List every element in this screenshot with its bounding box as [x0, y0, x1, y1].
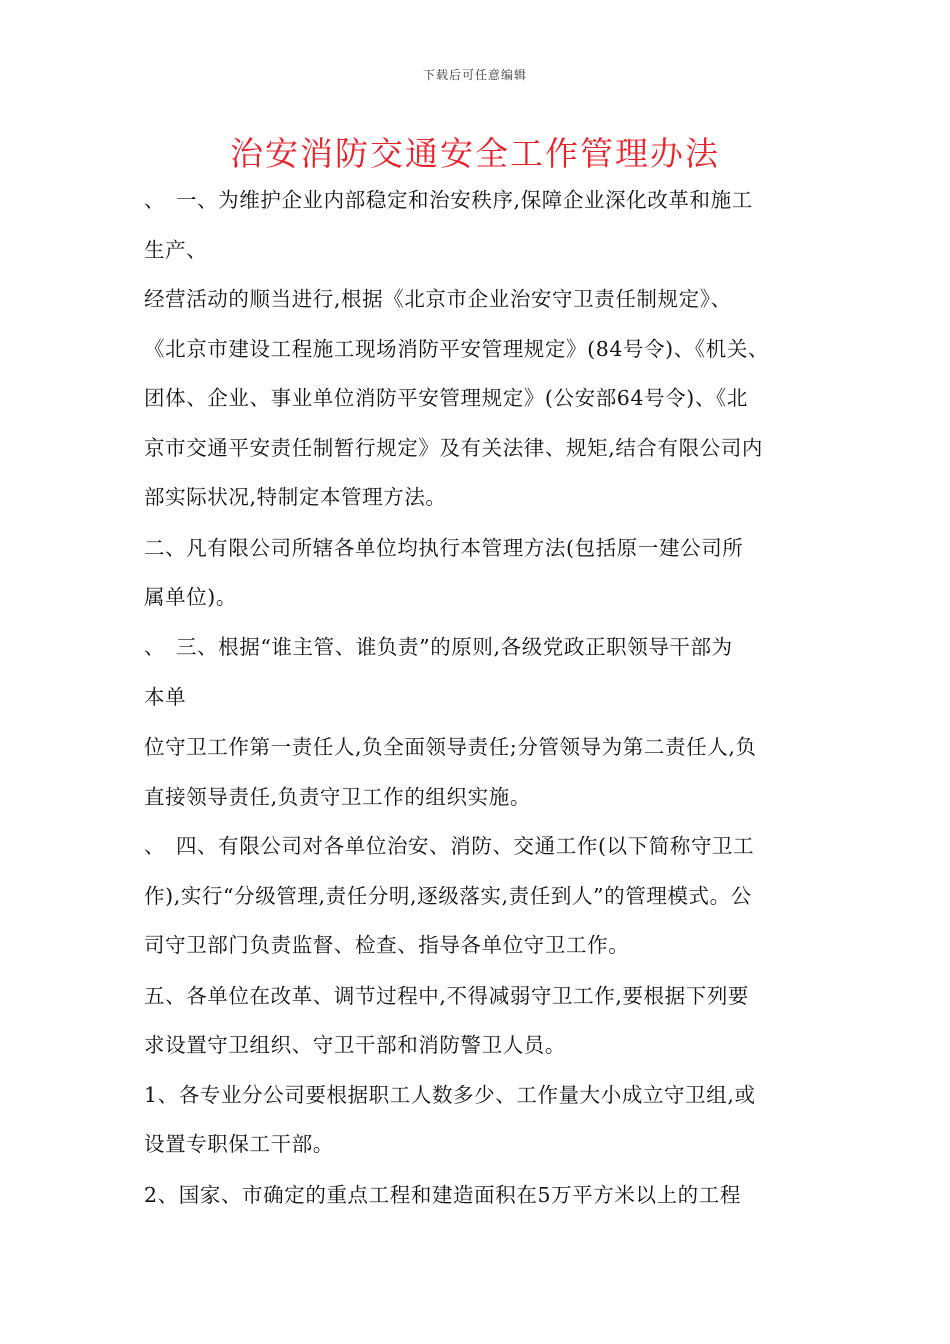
body-line: 部实际状况,特制定本管理方法。	[144, 485, 447, 509]
body-line: 本单	[144, 685, 187, 709]
body-line: 、 一、为维护企业内部稳定和治安秩序,保障企业深化改革和施工	[144, 188, 753, 212]
body-line: 作),实行“分级管理,责任分明,逐级落实,责任到人”的管理模式。公	[144, 884, 752, 908]
body-line: 求设置守卫组织、守卫干部和消防警卫人员。	[144, 1033, 566, 1057]
body-line: 经营活动的顺当进行,根据《北京市企业治安守卫责任制规定》、	[144, 287, 732, 311]
body-line: 属单位)。	[144, 585, 237, 609]
body-line: 生产、	[144, 238, 208, 262]
body-line: 京市交通平安责任制暂行规定》及有关法律、规矩,结合有限公司内	[144, 436, 764, 460]
body-line: 2、国家、市确定的重点工程和建造面积在5万平方米以上的工程	[144, 1183, 741, 1207]
body-line: 位守卫工作第一责任人,负全面领导责任;分管领导为第二责任人,负	[144, 735, 757, 759]
body-line: 司守卫部门负责监督、检查、指导各单位守卫工作。	[144, 933, 630, 957]
body-line: 《北京市建设工程施工现场消防平安管理规定》(84号令)、《机关、	[144, 337, 770, 361]
body-line: 1、各专业分公司要根据职工人数多少、工作量大小成立守卫组,或	[144, 1083, 756, 1107]
header-note: 下载后可任意编辑	[422, 68, 527, 82]
body-line: 、 四、有限公司对各单位治安、消防、交通工作(以下简称守卫工	[144, 834, 755, 858]
body-line: 直接领导责任,负责守卫工作的组织实施。	[144, 785, 531, 809]
body-line: 、 三、根据“谁主管、谁负责”的原则,各级党政正职领导干部为	[144, 635, 733, 659]
body-line: 二、凡有限公司所辖各单位均执行本管理方法(包括原一建公司所	[144, 536, 744, 560]
body-line: 团体、企业、事业单位消防平安管理规定》(公安部64号令)、《北	[144, 386, 748, 410]
body-line: 设置专职保工干部。	[144, 1132, 334, 1156]
body-line: 五、各单位在改革、调节过程中,不得减弱守卫工作,要根据下列要	[144, 984, 750, 1008]
document-title: 治安消防交通安全工作管理办法	[230, 134, 720, 173]
